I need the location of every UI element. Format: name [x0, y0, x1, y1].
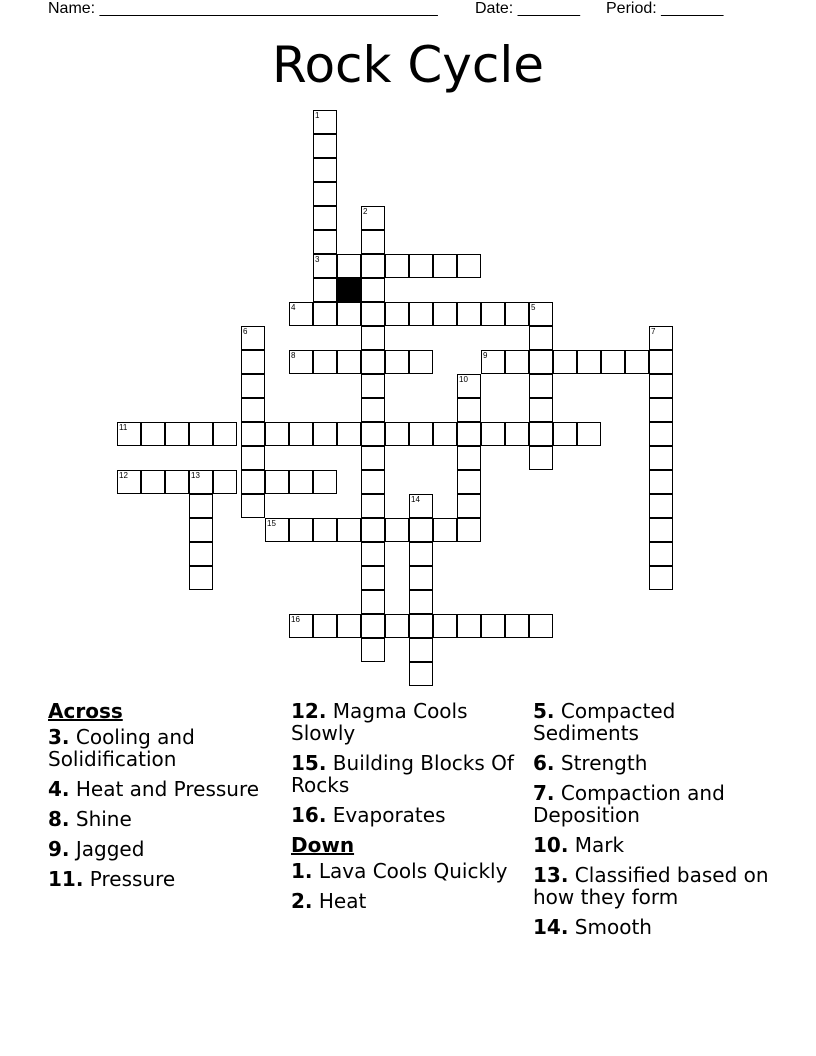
clue-num: 3. [48, 725, 70, 749]
grid-cell[interactable] [361, 566, 385, 590]
clue [48, 838, 288, 860]
grid-cell[interactable] [385, 254, 409, 278]
clue-num: 4. [48, 777, 70, 801]
date-field[interactable]: Date: _______ [475, 0, 580, 17]
clue-text: Magma Cools Slowly [291, 699, 468, 745]
grid-cell[interactable] [313, 278, 337, 302]
grid-cell[interactable] [625, 350, 649, 374]
clue [533, 834, 773, 856]
grid-cell[interactable] [313, 230, 337, 254]
clue [533, 782, 773, 826]
clue-number: 14 [411, 495, 420, 504]
grid-cell[interactable] [141, 422, 165, 446]
grid-cell[interactable] [361, 278, 385, 302]
clue-text: Jagged [69, 837, 145, 861]
grid-cell[interactable] [457, 422, 481, 446]
grid-cell[interactable] [361, 302, 385, 326]
grid-cell[interactable] [385, 614, 409, 638]
clue-num: 12. [291, 699, 327, 723]
clue-number: 10 [459, 375, 468, 384]
grid-cell[interactable] [457, 398, 481, 422]
grid-cell[interactable] [457, 518, 481, 542]
clue-text: Strength [554, 751, 648, 775]
grid-cell[interactable] [213, 422, 237, 446]
grid-cell[interactable] [457, 446, 481, 470]
grid-cell[interactable] [385, 302, 409, 326]
grid-cell[interactable] [649, 470, 673, 494]
grid-cell[interactable] [313, 182, 337, 206]
grid-cell[interactable] [265, 470, 289, 494]
grid-cell[interactable] [577, 422, 601, 446]
grid-cell[interactable] [505, 350, 529, 374]
clue [48, 778, 288, 800]
clue-number: 11 [119, 423, 128, 432]
grid-cell[interactable] [361, 230, 385, 254]
grid-cell[interactable] [409, 302, 433, 326]
clue [291, 890, 531, 912]
grid-cell[interactable] [361, 518, 385, 542]
grid-cell[interactable] [141, 470, 165, 494]
grid-cell[interactable] [433, 254, 457, 278]
down-heading: Down [291, 833, 355, 857]
clue-num: 5. [533, 699, 555, 723]
grid-cell[interactable] [361, 254, 385, 278]
grid-cell[interactable] [385, 422, 409, 446]
clue [291, 752, 531, 796]
clue-num: 6. [533, 751, 555, 775]
grid-cell[interactable] [361, 638, 385, 662]
clue-num: 11. [48, 867, 84, 891]
clue-column-1 [48, 700, 288, 898]
grid-cell[interactable] [241, 446, 265, 470]
grid-cell[interactable] [361, 374, 385, 398]
clue-text: Heat and Pressure [69, 777, 260, 801]
name-field[interactable]: Name: ______________________________________ [48, 0, 438, 17]
grid-cell[interactable] [649, 398, 673, 422]
grid-cell[interactable] [337, 614, 361, 638]
clue [291, 860, 531, 882]
clue-text: Classified based on how they form [533, 863, 769, 909]
clue [48, 726, 288, 770]
grid-cell[interactable] [553, 350, 577, 374]
clue-number: 2 [363, 207, 368, 216]
grid-cell[interactable] [213, 470, 237, 494]
grid-cell[interactable] [481, 614, 505, 638]
clue-num: 14. [533, 915, 569, 939]
grid-cell[interactable] [313, 350, 337, 374]
grid-cell[interactable] [385, 350, 409, 374]
clue [533, 700, 773, 744]
clue-text: Building Blocks Of Rocks [291, 751, 514, 797]
clue-number: 7 [651, 327, 656, 336]
grid-cell[interactable] [289, 518, 313, 542]
grid-cell[interactable] [457, 470, 481, 494]
grid-cell[interactable] [313, 134, 337, 158]
clue-number: 8 [291, 351, 296, 360]
grid-cell[interactable] [529, 374, 553, 398]
across-heading: Across [48, 699, 123, 723]
grid-cell[interactable] [409, 638, 433, 662]
grid-cell[interactable] [337, 254, 361, 278]
grid-cell[interactable] [385, 518, 409, 542]
clue-text: Compaction and Deposition [533, 781, 725, 827]
clue [48, 808, 288, 830]
grid-cell[interactable] [649, 494, 673, 518]
grid-cell[interactable] [337, 350, 361, 374]
clue-number: 13 [191, 471, 200, 480]
clue-number: 4 [291, 303, 296, 312]
grid-cell[interactable] [529, 350, 553, 374]
grid-cell[interactable] [265, 422, 289, 446]
clue-num: 9. [48, 837, 70, 861]
grid-cell[interactable] [189, 518, 213, 542]
grid-cell[interactable] [241, 374, 265, 398]
grid-cell[interactable] [481, 422, 505, 446]
grid-cell[interactable] [313, 422, 337, 446]
clue [533, 752, 773, 774]
clue-text: Cooling and Solidification [48, 725, 195, 771]
grid-cell[interactable] [457, 494, 481, 518]
grid-cell[interactable] [361, 614, 385, 638]
clue [291, 804, 531, 826]
grid-cell[interactable] [409, 422, 433, 446]
clue-num: 16. [291, 803, 327, 827]
clue [48, 868, 288, 890]
grid-cell[interactable] [649, 374, 673, 398]
clue-text: Heat [312, 889, 367, 913]
grid-cell[interactable] [433, 302, 457, 326]
grid-cell[interactable] [409, 614, 433, 638]
clue-num: 15. [291, 751, 327, 775]
grid-cell[interactable] [189, 422, 213, 446]
grid-cell[interactable] [649, 422, 673, 446]
grid-cell[interactable] [649, 446, 673, 470]
clue-num: 13. [533, 863, 569, 887]
grid-cell[interactable] [337, 422, 361, 446]
grid-cell[interactable] [361, 446, 385, 470]
grid-cell[interactable] [601, 350, 625, 374]
grid-cell[interactable] [649, 518, 673, 542]
period-field[interactable]: Period: _______ [606, 0, 724, 17]
clue [291, 700, 531, 744]
grid-cell[interactable] [361, 422, 385, 446]
grid-cell[interactable] [433, 518, 457, 542]
grid-cell[interactable] [361, 542, 385, 566]
grid-cell[interactable] [241, 350, 265, 374]
grid-cell[interactable] [241, 494, 265, 518]
grid-cell[interactable] [505, 422, 529, 446]
grid-cell[interactable] [361, 326, 385, 350]
grid-cell[interactable] [529, 326, 553, 350]
grid-cell[interactable] [529, 614, 553, 638]
clue-text: Shine [69, 807, 132, 831]
grid-cell[interactable] [457, 614, 481, 638]
clue-num: 8. [48, 807, 70, 831]
grid-cell[interactable] [409, 254, 433, 278]
grid-cell[interactable] [313, 614, 337, 638]
grid-cell[interactable] [361, 590, 385, 614]
grid-cell[interactable] [409, 518, 433, 542]
clue [533, 916, 773, 938]
grid-cell[interactable] [505, 614, 529, 638]
grid-cell[interactable] [189, 566, 213, 590]
grid-cell[interactable] [553, 422, 577, 446]
grid-cell[interactable] [457, 302, 481, 326]
grid-cell[interactable] [649, 542, 673, 566]
clue-column-3 [533, 700, 773, 946]
grid-cell[interactable] [457, 254, 481, 278]
page-title: Rock Cycle [271, 36, 545, 94]
clue-number: 12 [119, 471, 128, 480]
grid-cell[interactable] [361, 350, 385, 374]
grid-cell[interactable] [409, 350, 433, 374]
grid-cell[interactable] [433, 614, 457, 638]
grid-cell[interactable] [409, 590, 433, 614]
grid-cell[interactable] [529, 446, 553, 470]
grid-cell[interactable] [529, 422, 553, 446]
grid-cell[interactable] [313, 158, 337, 182]
grid-cell[interactable] [241, 470, 265, 494]
grid-cell[interactable] [409, 542, 433, 566]
clue-num: 10. [533, 833, 569, 857]
grid-cell[interactable] [649, 566, 673, 590]
clue-number: 1 [315, 111, 320, 120]
clue-column-2 [291, 700, 531, 920]
grid-cell[interactable] [337, 302, 361, 326]
grid-cell[interactable] [433, 422, 457, 446]
clue [533, 864, 773, 908]
clue-text: Mark [568, 833, 625, 857]
grid-cell[interactable] [165, 422, 189, 446]
grid-cell[interactable] [313, 302, 337, 326]
grid-cell[interactable] [481, 302, 505, 326]
clue-number: 5 [531, 303, 536, 312]
grid-cell[interactable] [313, 206, 337, 230]
clue-text: Compacted Sediments [533, 699, 676, 745]
grid-cell[interactable] [241, 398, 265, 422]
grid-cell[interactable] [289, 470, 313, 494]
grid-cell[interactable] [165, 470, 189, 494]
clue-number: 9 [483, 351, 488, 360]
grid-cell[interactable] [289, 422, 313, 446]
black-cell [337, 278, 361, 302]
clue-number: 6 [243, 327, 248, 336]
grid-cell[interactable] [529, 398, 553, 422]
clue-text: Smooth [568, 915, 652, 939]
clue-text: Evaporates [326, 803, 446, 827]
grid-cell[interactable] [649, 350, 673, 374]
grid-cell[interactable] [409, 662, 433, 686]
clue-num: 7. [533, 781, 555, 805]
clue-text: Lava Cools Quickly [312, 859, 508, 883]
grid-cell[interactable] [361, 398, 385, 422]
grid-cell[interactable] [313, 518, 337, 542]
grid-cell[interactable] [189, 494, 213, 518]
clue-num: 2. [291, 889, 313, 913]
clue-text: Pressure [83, 867, 176, 891]
grid-cell[interactable] [505, 302, 529, 326]
grid-cell[interactable] [189, 542, 213, 566]
clue-number: 15 [267, 519, 276, 528]
grid-cell[interactable] [409, 566, 433, 590]
grid-cell[interactable] [241, 422, 265, 446]
clue-number: 3 [315, 255, 320, 264]
grid-cell[interactable] [577, 350, 601, 374]
clue-num: 1. [291, 859, 313, 883]
grid-cell[interactable] [361, 470, 385, 494]
grid-cell[interactable] [337, 518, 361, 542]
grid-cell[interactable] [313, 470, 337, 494]
clue-number: 16 [291, 615, 300, 624]
grid-cell[interactable] [361, 494, 385, 518]
